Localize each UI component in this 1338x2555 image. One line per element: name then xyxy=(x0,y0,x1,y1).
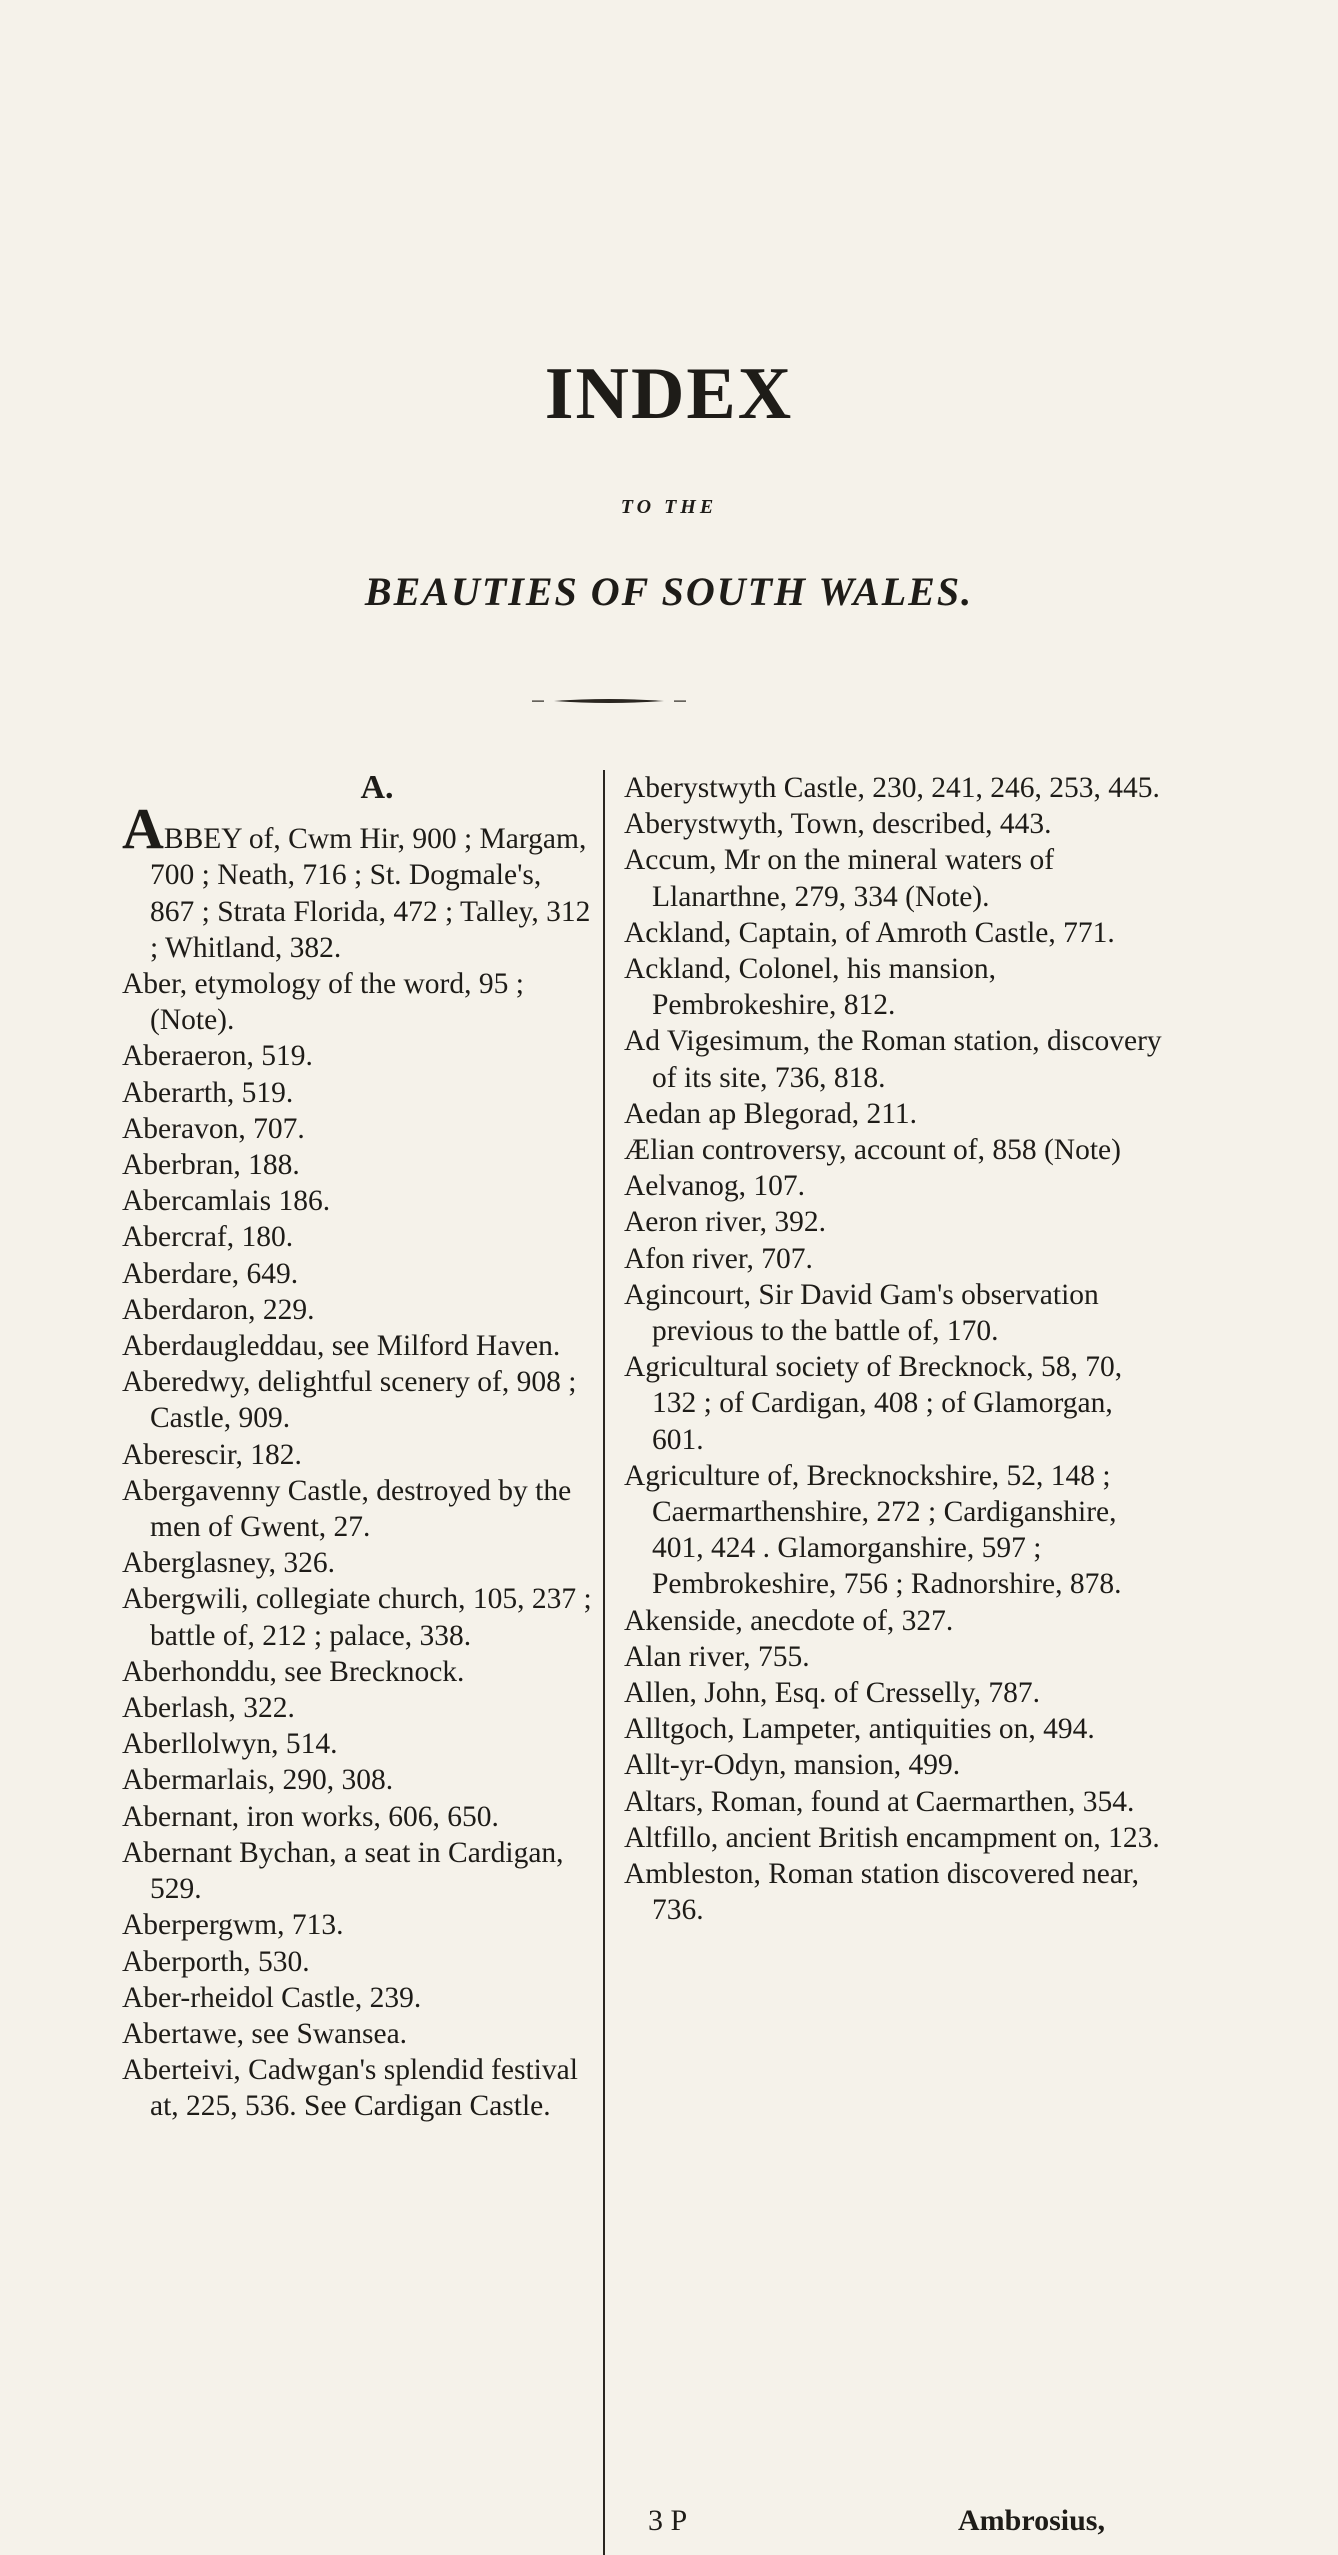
index-entry: Aberedwy, delightful scenery of, 908 ; Castle, 909. xyxy=(122,1366,577,1435)
index-entry: Aberpergwm, 713. xyxy=(122,1909,344,1942)
index-entry: Abermarlais, 290, 308. xyxy=(122,1764,394,1797)
index-column-left xyxy=(122,770,592,2125)
index-entry-text: BBEY of, Cwm Hir, 900 ; Margam, 700 ; Neath, 716 ; St. Dogmale's, 867 ; Strata Florida, 472 ; Talley, 312 ; Whitland, 382. xyxy=(150,823,591,964)
page-subtitle: BEAUTIES OF SOUTH WALES. xyxy=(364,569,974,614)
index-entry: Aberdaugleddau, see Milford Haven. xyxy=(122,1330,561,1363)
index-entry: Accum, Mr on the mineral waters of Llanarthne, 279, 334 (Note). xyxy=(624,844,1055,913)
index-entry: Ackland, Captain, of Amroth Castle, 771. xyxy=(624,916,1115,949)
index-entry: Aedan ap Blegorad, 211. xyxy=(624,1097,917,1130)
catchword: Ambrosius, xyxy=(958,2504,1105,2537)
index-entry: Ambleston, Roman station discovered near, 736. xyxy=(624,1858,1139,1927)
index-entry: Aberystwyth, Town, described, 443. xyxy=(624,808,1052,841)
index-entry: Abergwili, collegiate church, 105, 237 ; battle of, 212 ; palace, 338. xyxy=(122,1583,592,1652)
index-entry: Agricultural society of Brecknock, 58, 70, 132 ; of Cardigan, 408 ; of Glamorgan, 601. xyxy=(624,1351,1123,1456)
signature-mark: 3 P xyxy=(648,2504,688,2537)
index-entry: Aberarth, 519. xyxy=(122,1076,294,1109)
title-connector: TO THE xyxy=(620,496,718,518)
section-letter: A. xyxy=(360,769,394,806)
index-entry: Ælian controversy, account of, 858 (Note) xyxy=(624,1134,1121,1167)
index-entry: Abertawe, see Swansea. xyxy=(122,2017,408,2050)
index-entry: Abernant, iron works, 606, 650. xyxy=(122,1800,499,1833)
index-entry: Aberporth, 530. xyxy=(122,1945,310,1978)
index-entry: Ad Vigesimum, the Roman station, discovery of its site, 736, 818. xyxy=(624,1025,1162,1094)
index-entry: Alltgoch, Lampeter, antiquities on, 494. xyxy=(624,1713,1095,1746)
index-entry: Alan river, 755. xyxy=(624,1640,810,1673)
column-divider xyxy=(603,770,605,2555)
index-entry: Agincourt, Sir David Gam's observation previous to the battle of, 170. xyxy=(624,1278,1099,1348)
index-entry: Allen, John, Esq. of Cresselly, 787. xyxy=(624,1677,1040,1710)
index-entry: Aber, etymology of the word, 95 ; (Note). xyxy=(122,968,524,1037)
index-entry: Aeron river, 392. xyxy=(624,1206,826,1239)
index-entry: Aberaeron, 519. xyxy=(122,1040,313,1073)
index-entry: Aberescir, 182. xyxy=(122,1438,302,1471)
index-entry: Aberbran, 188. xyxy=(122,1149,300,1182)
index-entry: Abernant Bychan, a seat in Cardigan, 529. xyxy=(122,1836,564,1906)
index-entry: Allt-yr-Odyn, mansion, 499. xyxy=(624,1749,961,1782)
index-entry: Abercamlais 186. xyxy=(122,1185,331,1218)
index-entry: Ackland, Colonel, his mansion, Pembrokeshire, 812. xyxy=(624,953,996,1022)
index-column-right xyxy=(624,770,1164,1929)
index-entry: Altfillo, ancient British encampment on, 123. xyxy=(624,1821,1160,1854)
index-entry: Aberlash, 322. xyxy=(122,1692,295,1725)
index-entry: Abergavenny Castle, destroyed by the men of Gwent, 27. xyxy=(122,1474,572,1544)
left-entry-list xyxy=(122,966,592,2125)
drop-cap: A xyxy=(122,796,164,862)
index-entry: Aberdaron, 229. xyxy=(122,1293,315,1326)
index-entry: Aberteivi, Cadwgan's splendid festival at, 225, 536. See Cardigan Castle. xyxy=(122,2054,578,2123)
index-entry: Afon river, 707. xyxy=(624,1242,813,1275)
index-entry: Akenside, anecdote of, 327. xyxy=(624,1604,954,1637)
ornament-rule xyxy=(532,698,686,704)
index-entry-first xyxy=(122,796,592,966)
index-entry: Aberavon, 707. xyxy=(122,1112,305,1145)
index-entry: Abercraf, 180. xyxy=(122,1221,294,1254)
index-entry: Agriculture of, Brecknockshire, 52, 148 ; Caermarthenshire, 272 ; Cardiganshire, 401, 424 . Glamorganshire, 597 ; Pembrokeshire, 756 ; Radnorshire, 878. xyxy=(624,1459,1122,1601)
page-title: INDEX xyxy=(544,353,794,435)
right-entry-list xyxy=(624,770,1164,1929)
index-entry: Aberystwyth Castle, 230, 241, 246, 253, 445. xyxy=(624,772,1160,804)
index-entry: Aberllolwyn, 514. xyxy=(122,1728,338,1761)
index-entry: Aberglasney, 326. xyxy=(122,1547,336,1580)
index-entry: Aelvanog, 107. xyxy=(624,1170,806,1203)
index-entry: Aberdare, 649. xyxy=(122,1257,299,1290)
index-entry: Aber-rheidol Castle, 239. xyxy=(122,1981,422,2014)
index-entry: Altars, Roman, found at Caermarthen, 354. xyxy=(624,1785,1135,1818)
index-entry: Aberhonddu, see Brecknock. xyxy=(122,1655,465,1688)
